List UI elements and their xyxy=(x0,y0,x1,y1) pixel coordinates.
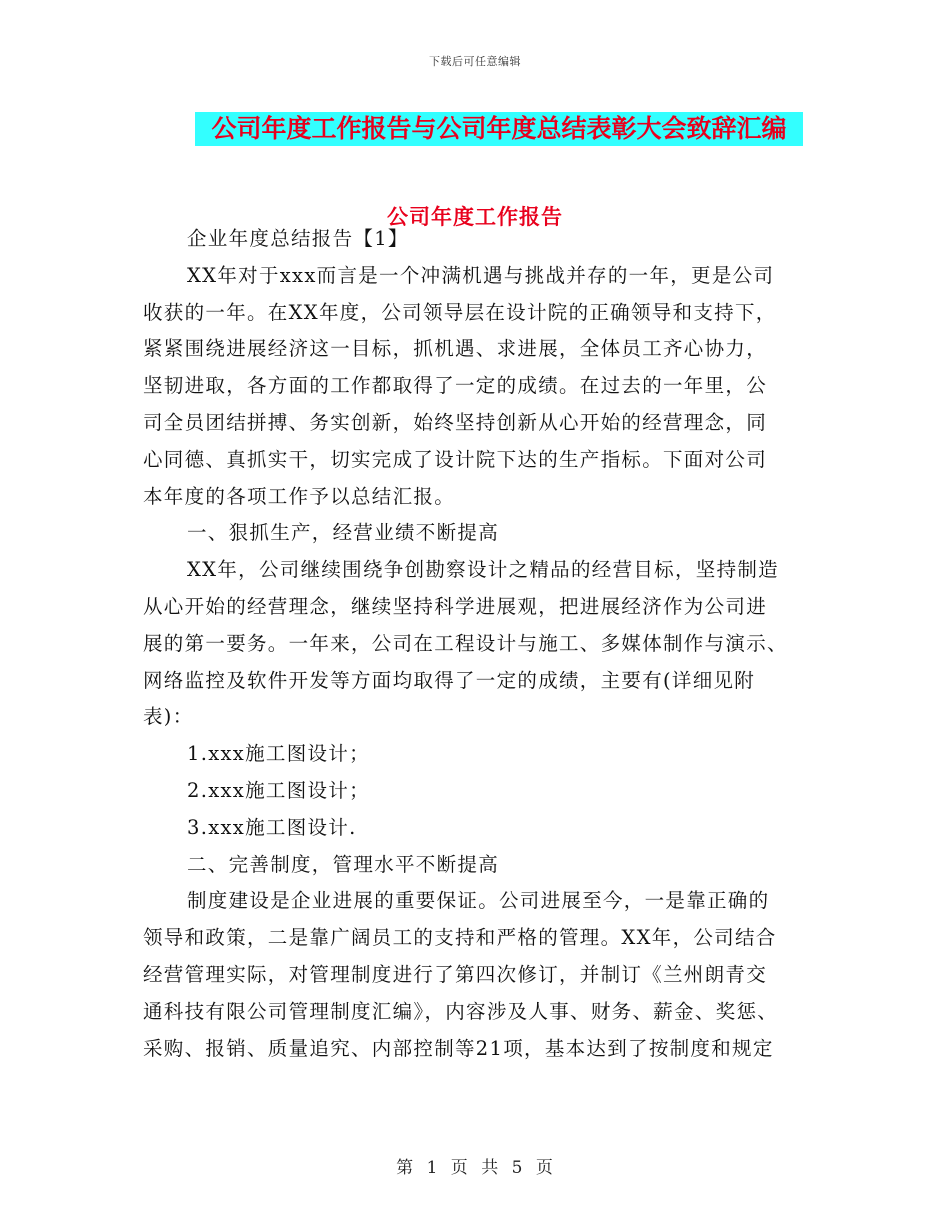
body-line: 司全员团结拼搏、务实创新，始终坚持创新从心开始的经营理念，同 xyxy=(143,410,768,434)
body-line: 网络监控及软件开发等方面均取得了一定的成绩，主要有(详细见附 xyxy=(143,668,756,692)
body-line: 收获的一年。在XX年度，公司领导层在设计院的正确领导和支持下， xyxy=(143,300,777,324)
body-line: 展的第一要务。一年来，公司在工程设计与施工、多媒体制作与演示、 xyxy=(143,631,788,655)
body-line: 本年度的各项工作予以总结汇报。 xyxy=(143,484,456,508)
body-line: 制度建设是企业进展的重要保证。公司进展至今，一是靠正确的 xyxy=(187,889,770,913)
body-line: 表)： xyxy=(143,705,194,729)
body-line: XX年，公司继续围绕争创勘察设计之精品的经营目标，坚持制造 xyxy=(187,558,779,582)
body-line: 企业年度总结报告【1】 xyxy=(187,227,409,250)
body-line: 1.xxx施工图设计； xyxy=(187,742,370,766)
body-line: 坚韧进取，各方面的工作都取得了一定的成绩。在过去的一年里，公 xyxy=(143,374,768,398)
main-title-highlight xyxy=(195,112,803,146)
body-line: 经营管理实际，对管理制度进行了第四次修订，并制订《兰州朗青交 xyxy=(143,962,768,986)
document-body xyxy=(143,221,808,1067)
body-line: 3.xxx施工图设计. xyxy=(187,815,357,839)
body-line: 一、狠抓生产，经营业绩不断提高 xyxy=(187,521,500,545)
main-title: 公司年度工作报告与公司年度总结表彰大会致辞汇编 xyxy=(211,114,787,143)
body-line: 心同德、真抓实干，切实完成了设计院下达的生产指标。下面对公司 xyxy=(143,447,768,471)
header-note: 下载后可任意编辑 xyxy=(429,55,521,68)
section-title: 公司年度工作报告 xyxy=(387,204,563,229)
body-line: 紧紧围绕进展经济这一目标，抓机遇、求进展，全体员工齐心协力， xyxy=(143,337,768,361)
body-line: 采购、报销、质量追究、内部控制等21项，基本达到了按制度和规定 xyxy=(143,1036,774,1060)
body-line: XX年对于xxx而言是一个冲满机遇与挑战并存的一年，更是公司 xyxy=(187,263,775,287)
body-line: 从心开始的经营理念，继续坚持科学进展观，把进展经济作为公司进 xyxy=(143,594,768,618)
body-line: 领导和政策，二是靠广阔员工的支持和严格的管理。XX年，公司结合 xyxy=(143,926,777,950)
body-line: 2.xxx施工图设计； xyxy=(187,778,370,802)
page-number: 第 1 页 共 5 页 xyxy=(396,1158,554,1178)
body-line: 二、完善制度，管理水平不断提高 xyxy=(187,852,500,876)
body-line: 通科技有限公司管理制度汇编》，内容涉及人事、财务、薪金、奖惩、 xyxy=(143,999,779,1023)
